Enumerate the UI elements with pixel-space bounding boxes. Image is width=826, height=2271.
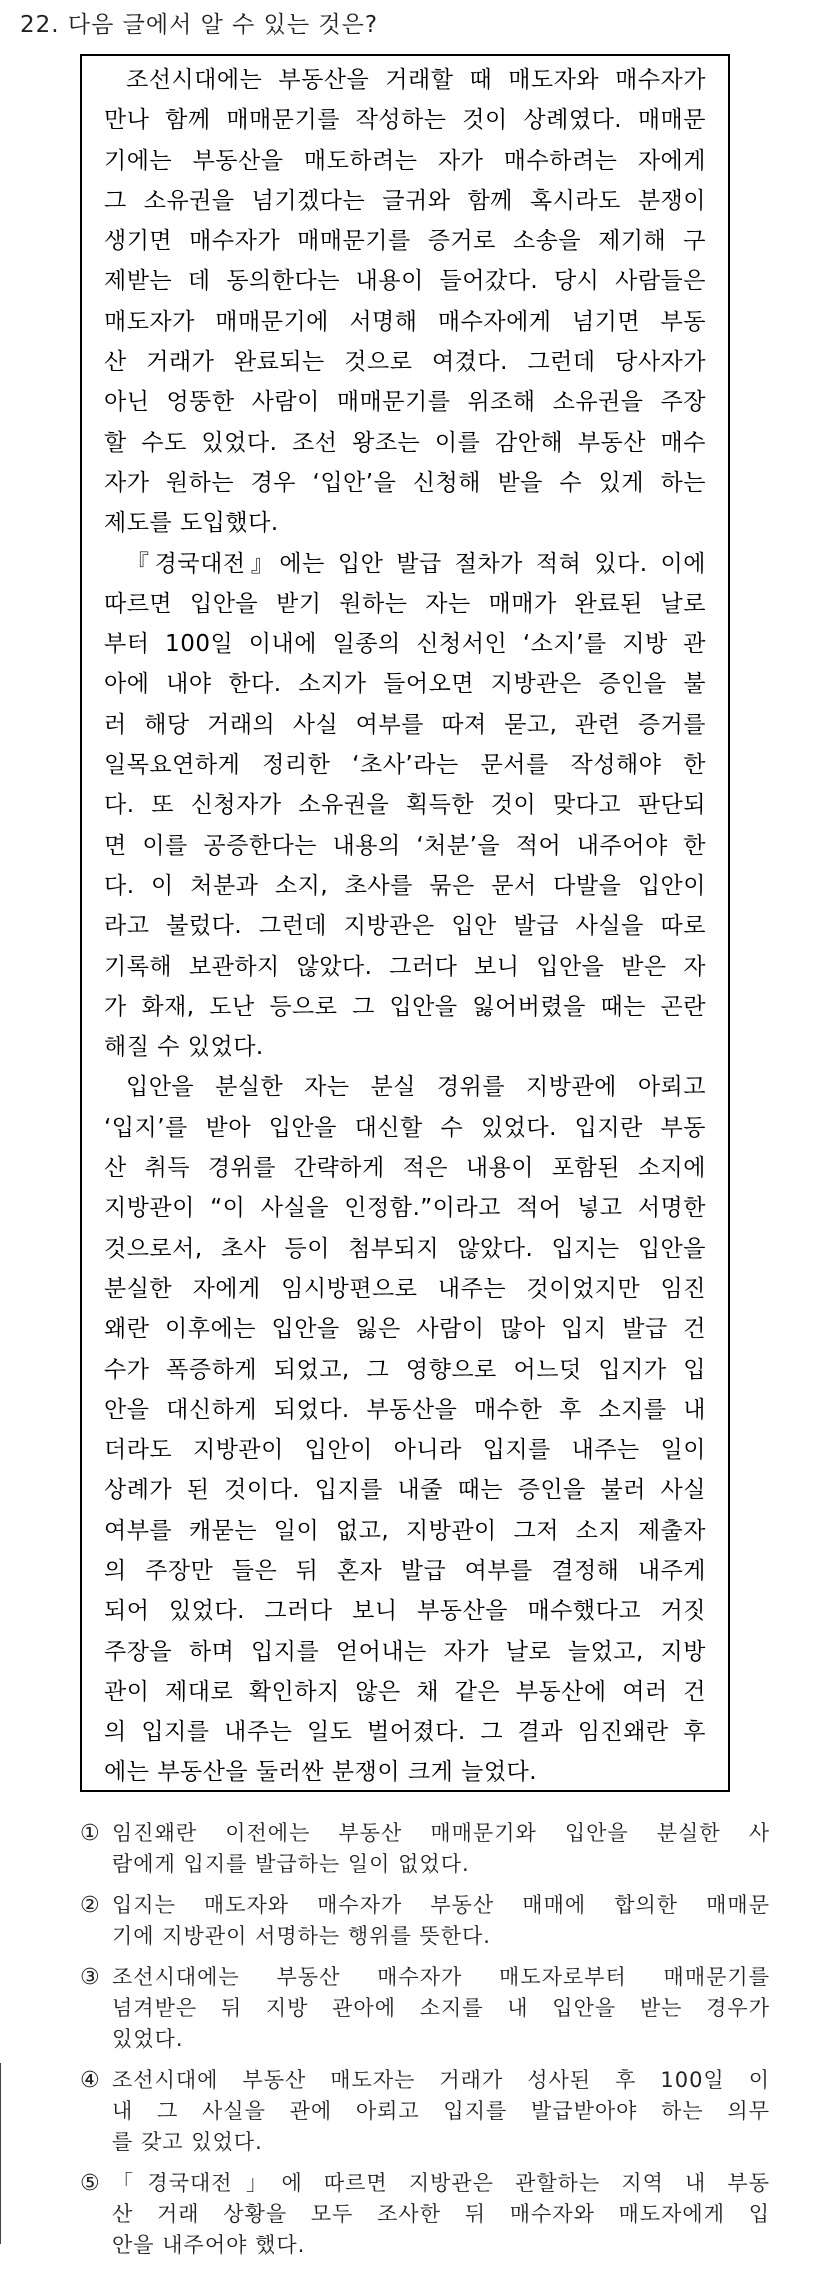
option-text-line: 내 그 사실을 관에 아뢰고 입지를 발급받아야 하는 의무 xyxy=(112,2099,770,2123)
option-text-line: 안을 내주어야 했다. xyxy=(112,2233,306,2257)
passage-line: 조선시대에는 부동산을 거래할 때 매도자와 매수자가 xyxy=(126,67,706,93)
option-number: ④ xyxy=(80,2068,100,2093)
answer-option-4[interactable] xyxy=(80,2065,770,2158)
passage-line: 따르면 입안을 받기 원하는 자는 매매가 완료된 날로 xyxy=(104,590,706,617)
passage-line: 다. 이 처분과 소지, 초사를 묶은 문서 다발을 입안이 xyxy=(104,872,706,899)
passage-line: 의 주장만 들은 뒤 혼자 발급 여부를 결정해 내주게 xyxy=(104,1557,706,1584)
passage-line: 다. 또 신청자가 소유권을 획득한 것이 맞다고 판단되 xyxy=(104,792,706,819)
option-number: ⑤ xyxy=(80,2171,100,2196)
option-text-line: 조선시대에 부동산 매도자는 거래가 성사된 후 100일 이 xyxy=(112,2068,770,2092)
answer-options xyxy=(80,1818,770,2271)
passage-line: 관이 제대로 확인하지 않은 채 같은 부동산에 여러 건 xyxy=(104,1678,706,1705)
passage-line: 여부를 캐묻는 일이 없고, 지방관이 그저 소지 제출자 xyxy=(104,1517,706,1544)
passage-line: 아에 내야 한다. 소지가 들어오면 지방관은 증인을 불 xyxy=(104,671,706,698)
passage-line: 생기면 매수자가 매매문기를 증거로 소송을 제기해 구 xyxy=(104,228,706,255)
passage-line: 지방관이 “이 사실을 인정함.”이라고 적어 넣고 서명한 xyxy=(104,1195,706,1222)
passage-line: 가 화재, 도난 등으로 그 입안을 잃어버렸을 때는 곤란 xyxy=(104,993,706,1020)
passage-line: 일목요연하게 정리한 ‘초사’라는 문서를 작성해야 한 xyxy=(104,752,706,779)
option-text-line: 산 거래 상황을 모두 조사한 뒤 매수자와 매도자에게 입 xyxy=(112,2202,770,2226)
passage-line: 해질 수 있었다. xyxy=(104,1034,264,1061)
answer-option-3[interactable] xyxy=(80,1962,770,2055)
option-number: ③ xyxy=(80,1965,100,1990)
passage-line: 할 수도 있었다. 조선 왕조는 이를 감안해 부동산 매수 xyxy=(104,429,706,456)
answer-option-2[interactable] xyxy=(80,1890,770,1952)
passage-line: 자가 원하는 경우 ‘입안’을 신청해 받을 수 있게 하는 xyxy=(104,469,706,496)
passage-line: 기에는 부동산을 매도하려는 자가 매수하려는 자에게 xyxy=(104,147,706,174)
passage-line: 『경국대전』에는 입안 발급 절차가 적혀 있다. 이에 xyxy=(126,550,706,577)
passage-line: 안을 대신하게 되었다. 부동산을 매수한 후 소지를 내 xyxy=(104,1396,706,1423)
passage-line: 제도를 도입했다. xyxy=(104,510,279,537)
option-number: ① xyxy=(80,1821,100,1846)
passage-line: ‘입지’를 받아 입안을 대신할 수 있었다. 입지란 부동 xyxy=(104,1114,706,1141)
passage-line: 상례가 된 것이다. 입지를 내줄 때는 증인을 불러 사실 xyxy=(104,1477,706,1504)
passage-line: 수가 폭증하게 되었고, 그 영향으로 어느덧 입지가 입 xyxy=(104,1356,706,1383)
option-text-line: 기에 지방관이 서명하는 행위를 뜻한다. xyxy=(112,1924,491,1948)
page-edge-divider xyxy=(0,2063,1,2244)
passage-line: 제받는 데 동의한다는 내용이 들어갔다. 당시 사람들은 xyxy=(104,268,706,295)
passage-line: 매도자가 매매문기에 서명해 매수자에게 넘기면 부동 xyxy=(104,308,706,335)
answer-option-5[interactable] xyxy=(80,2168,770,2261)
passage-box xyxy=(80,54,730,1792)
passage-line: 산 취득 경위를 간략하게 적은 내용이 포함된 소지에 xyxy=(104,1155,706,1182)
option-text-line: 를 갖고 있었다. xyxy=(112,2130,263,2154)
passage-line: 산 거래가 완료되는 것으로 여겼다. 그런데 당사자가 xyxy=(104,349,706,376)
passage-line: 되어 있었다. 그러다 보니 부동산을 매수했다고 거짓 xyxy=(104,1598,706,1625)
passage-line: 더라도 지방관이 입안이 아니라 입지를 내주는 일이 xyxy=(104,1437,706,1464)
option-text-line: 람에게 입지를 발급하는 일이 없었다. xyxy=(112,1852,470,1876)
passage-line: 러 해당 거래의 사실 여부를 따져 묻고, 관련 증거를 xyxy=(104,711,706,738)
passage-line: 기록해 보관하지 않았다. 그러다 보니 입안을 받은 자 xyxy=(104,953,706,980)
passage-line: 라고 불렀다. 그런데 지방관은 입안 발급 사실을 따로 xyxy=(104,913,706,940)
passage-line: 그 소유권을 넘기겠다는 글귀와 함께 혹시라도 분쟁이 xyxy=(104,187,706,214)
passage-line: 주장을 하며 입지를 얻어내는 자가 날로 늘었고, 지방 xyxy=(104,1638,706,1665)
option-text-line: 넘겨받은 뒤 지방 관아에 소지를 내 입안을 받는 경우가 xyxy=(112,1996,770,2020)
option-text-line: 입지는 매도자와 매수자가 부동산 매매에 합의한 매매문 xyxy=(112,1893,770,1917)
passage-line: 입안을 분실한 자는 분실 경위를 지방관에 아뢰고 xyxy=(126,1074,706,1101)
passage-line: 아닌 엉뚱한 사람이 매매문기를 위조해 소유권을 주장 xyxy=(104,389,706,416)
answer-option-1[interactable] xyxy=(80,1818,770,1880)
passage-line: 것으로서, 초사 등이 첨부되지 않았다. 입지는 입안을 xyxy=(104,1235,706,1262)
passage-line: 부터 100일 이내에 일종의 신청서인 ‘소지’를 지방 관 xyxy=(104,631,706,658)
option-number: ② xyxy=(80,1893,100,1918)
passage-line: 의 입지를 내주는 일도 벌어졌다. 그 결과 임진왜란 후 xyxy=(104,1719,706,1746)
question-title: 22. 다음 글에서 알 수 있는 것은? xyxy=(20,12,379,38)
option-text-line: 조선시대에는 부동산 매수자가 매도자로부터 매매문기를 xyxy=(112,1965,770,1989)
option-text-line: 있었다. xyxy=(112,2027,184,2051)
passage-line: 만나 함께 매매문기를 작성하는 것이 상례였다. 매매문 xyxy=(104,107,706,134)
passage-line: 면 이를 공증한다는 내용의 ‘처분’을 적어 내주어야 한 xyxy=(104,832,706,859)
option-text-line: 임진왜란 이전에는 부동산 매매문기와 입안을 분실한 사 xyxy=(112,1821,770,1845)
option-text-line: 「경국대전」에 따르면 지방관은 관할하는 지역 내 부동 xyxy=(112,2171,770,2195)
passage-line: 에는 부동산을 둘러싼 분쟁이 크게 늘었다. xyxy=(104,1759,538,1786)
passage-line: 분실한 자에게 임시방편으로 내주는 것이었지만 임진 xyxy=(104,1275,706,1302)
passage-line: 왜란 이후에는 입안을 잃은 사람이 많아 입지 발급 건 xyxy=(104,1316,706,1343)
